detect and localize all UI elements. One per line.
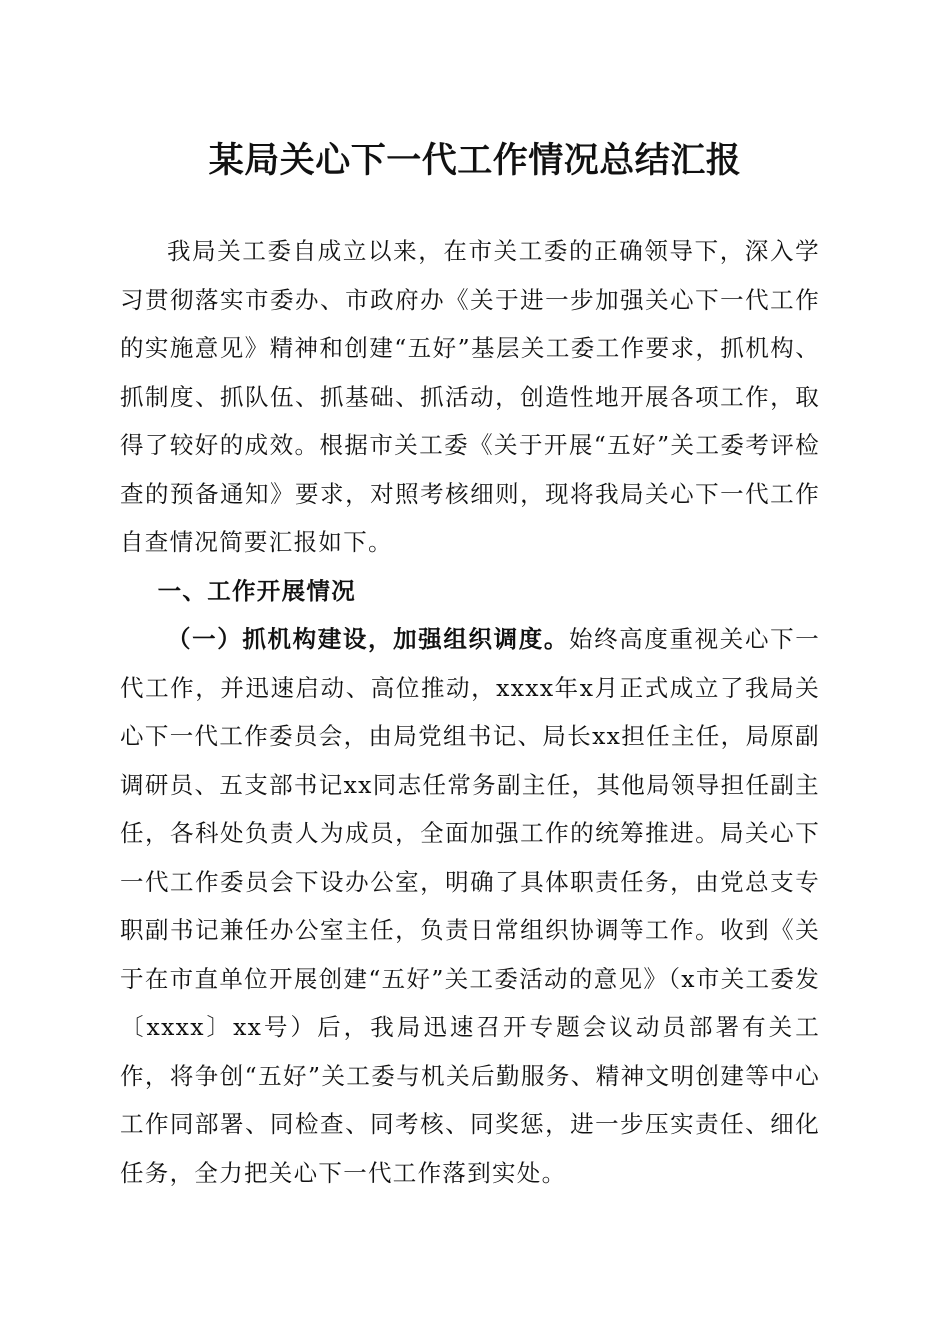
section-paragraph <box>120 615 820 1197</box>
document-title: 某局关心下一代工作情况总结汇报 <box>208 140 742 181</box>
subsection-heading: （一）抓机构建设，加强组织调度。 <box>167 625 570 653</box>
document-body <box>120 227 820 1197</box>
section-heading: 一、工作开展情况 <box>157 576 356 605</box>
subsection-text: 始终高度重视关心下一代工作，并迅速启动、高位推动，xxxx年x月正式成立了我局关心下一代工作委员会，由局党组书记、局长xx担任主任，局原副调研员、五支部书记xx同志任常务副主任，其他局领导担任副主任，各科处负责人为成员，全面加强工作的统筹推进。局关心下一代工作委员会下设办公室，明确了具体职责任务，由党总支专职副书记兼任办公室主任，负责日常组织协调等工作。收到《关于在市直单位开展创建“五好”关工委活动的意见》（x市关工委发〔xxxx〕xx号）后，我局迅速召开专题会议动员部署有关工作，将争创“五好”关工委与机关后勤服务、精神文明创建等中心工作同部署、同检查、同考核、同奖惩，进一步压实责任、细化任务，全力把关心下一代工作落到实处。 <box>120 625 820 1187</box>
intro-paragraph: 我局关工委自成立以来，在市关工委的正确领导下，深入学习贯彻落实市委办、市政府办《关于进一步加强关心下一代工作的实施意见》精神和创建“五好”基层关工委工作要求，抓机构、抓制度、抓队伍、抓基础、抓活动，创造性地开展各项工作，取得了较好的成效。根据市关工委《关于开展“五好”关工委考评检查的预备通知》要求，对照考核细则，现将我局关心下一代工作自查情况简要汇报如下。 <box>120 237 820 556</box>
